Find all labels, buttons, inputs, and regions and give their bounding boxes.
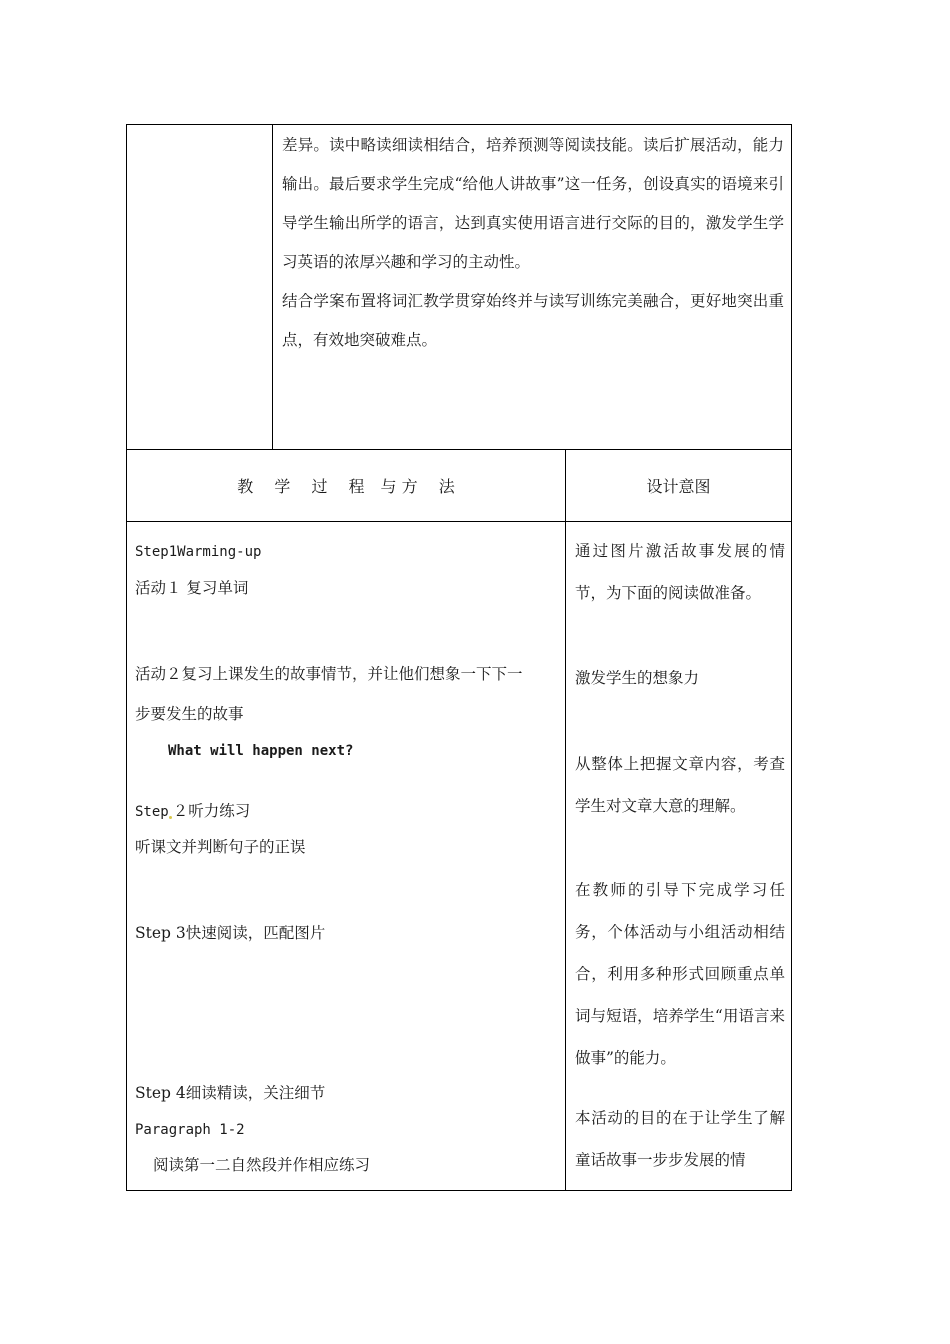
header-process-method-label: 教 学 过 程 与 方 法 xyxy=(237,476,455,496)
header-design-intent-label: 设计意图 xyxy=(646,476,711,496)
top-paragraph-1: 差异。读中略读细读相结合，培养预测等阅读技能。读后扩展活动，能力输出。最后要求学生完成“给他人讲故事”这一任务，创设真实的语境来引导学生输出所学的语言，达到真实使用语言进行交际的目的，激发学生学习英语的浓厚兴趣和学习的主动性。 xyxy=(282,136,784,271)
intent-item-5: 本活动的目的在于让学生了解童话故事一步步发展的情 xyxy=(575,1109,785,1169)
table-right-border xyxy=(791,124,792,1191)
step1-title: Step1Warming-up xyxy=(135,544,262,560)
step2-desc: 听课文并判断句子的正误 xyxy=(135,838,306,856)
step2-title xyxy=(135,801,250,822)
process-column-divider xyxy=(565,449,566,1191)
activity2-line2: 步要发生的故事 xyxy=(135,705,244,723)
table-left-border xyxy=(126,124,127,1191)
step3: Step 3快速阅读，匹配图片 xyxy=(135,924,326,942)
activity2-line1: 活动２复习上课发生的故事情节，并让他们想象一下下一 xyxy=(135,665,523,683)
activity1: 活动１ 复习单词 xyxy=(135,579,249,597)
step4: Step 4细读精读，关注细节 xyxy=(135,1084,326,1102)
header-design-intent xyxy=(566,449,791,521)
intent-item-4: 在教师的引导下完成学习任务，个体活动与小组活动相结合，利用多种形式回顾重点单词与短语，培养学生“用语言来做事”的能力。 xyxy=(575,881,785,1067)
intent-item-2: 激发学生的想象力 xyxy=(575,669,700,687)
intent-item-1: 通过图片激活故事发展的情节，为下面的阅读做准备。 xyxy=(575,542,785,602)
header-process-method xyxy=(127,449,565,521)
intent-item-3: 从整体上把握文章内容，考查学生对文章大意的理解。 xyxy=(575,755,785,815)
table-top-border xyxy=(126,124,792,125)
table-bottom-border xyxy=(126,1190,792,1191)
step2-rest: ２听力练习 xyxy=(172,802,251,820)
step4-desc: 阅读第一二自然段并作相应练习 xyxy=(153,1156,371,1174)
top-paragraph-2: 结合学案布置将词汇教学贯穿始终并与读写训练完美融合，更好地突出重点，有效地突破难点。 xyxy=(282,292,784,349)
top-section-text xyxy=(282,126,784,360)
question-what-next: What will happen next? xyxy=(168,743,354,759)
row-divider-header-bottom xyxy=(126,521,792,522)
paragraph-ref: Paragraph 1-2 xyxy=(135,1122,245,1138)
highlight-mark xyxy=(169,816,172,819)
step2-prefix: Step xyxy=(135,804,169,820)
top-row-column-divider xyxy=(272,124,273,450)
